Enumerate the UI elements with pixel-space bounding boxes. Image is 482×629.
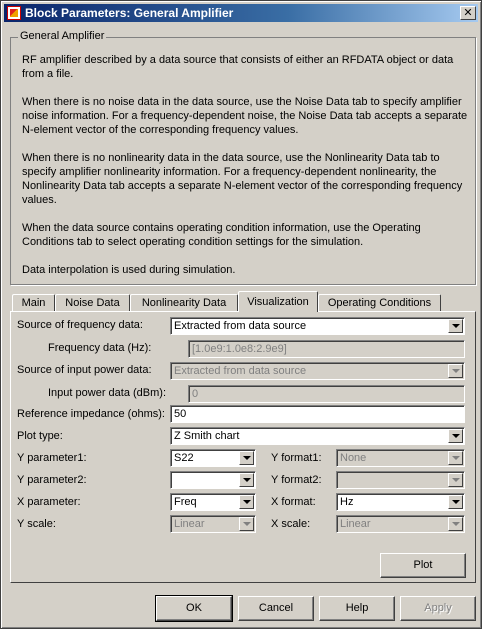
chevron-down-icon[interactable]	[239, 495, 254, 509]
desc-paragraph: When there is no noise data in the data source, use the Noise Data tab to specify amplifier noise information. For a frequency-dependent noise, the Noise Data tab accepts a separate N-element vector of the corresponding frequency values.	[22, 96, 468, 136]
description-group	[10, 30, 476, 285]
source-frequency-label: Source of frequency data:	[17, 319, 143, 331]
reference-impedance-label: Reference impedance (ohms):	[17, 408, 165, 420]
x-format-select[interactable]	[336, 493, 465, 511]
x-parameter-value: Freq	[174, 496, 197, 508]
chevron-down-icon[interactable]	[239, 473, 254, 487]
source-power-select	[170, 362, 465, 380]
cancel-button[interactable]: Cancel	[238, 596, 314, 621]
source-frequency-select[interactable]	[170, 317, 465, 335]
chevron-down-icon	[448, 451, 463, 465]
y-scale-value: Linear	[174, 518, 205, 530]
chevron-down-icon[interactable]	[448, 495, 463, 509]
chevron-down-icon	[448, 364, 463, 378]
desc-paragraph: Data interpolation is used during simulation.	[22, 264, 236, 276]
y-format2-label: Y format2:	[271, 474, 322, 486]
tab-nonlinearity-data[interactable]: Nonlinearity Data	[130, 294, 238, 311]
plot-type-select[interactable]	[170, 427, 465, 445]
plot-button[interactable]: Plot	[380, 553, 466, 578]
x-scale-select	[336, 515, 465, 533]
input-power-label: Input power data (dBm):	[48, 387, 167, 399]
source-frequency-value: Extracted from data source	[174, 320, 307, 332]
help-button[interactable]: Help	[319, 596, 395, 621]
tab-visualization[interactable]: Visualization	[238, 291, 318, 312]
window-title: Block Parameters: General Amplifier	[25, 6, 234, 20]
frequency-data-field: [1.0e9:1.0e8:2.9e9]	[188, 340, 465, 358]
input-power-field: 0	[188, 385, 465, 403]
x-format-value: Hz	[340, 496, 354, 508]
simulink-block-icon	[7, 6, 21, 20]
plot-type-value: Z Smith chart	[174, 430, 240, 442]
y-parameter2-label: Y parameter2:	[17, 474, 87, 486]
ok-button[interactable]: OK	[156, 596, 232, 621]
desc-paragraph: When the data source contains operating condition information, use the Operating Conditions tab to select operating condition settings for the simulation.	[22, 222, 421, 248]
reference-impedance-input[interactable]: 50	[170, 405, 465, 423]
chevron-down-icon	[448, 517, 463, 531]
title-bar[interactable]	[4, 4, 478, 22]
chevron-down-icon	[239, 517, 254, 531]
y-parameter1-select[interactable]	[170, 449, 256, 467]
source-power-label: Source of input power data:	[17, 364, 152, 376]
y-parameter2-select[interactable]	[170, 471, 256, 489]
chevron-down-icon	[448, 473, 463, 487]
x-format-label: X format:	[271, 496, 316, 508]
y-format2-select	[336, 471, 465, 489]
tab-operating-conditions[interactable]: Operating Conditions	[318, 294, 441, 311]
x-scale-value: Linear	[340, 518, 371, 530]
chevron-down-icon[interactable]	[448, 429, 463, 443]
tab-main[interactable]: Main	[12, 294, 55, 311]
frequency-data-label: Frequency data (Hz):	[48, 342, 152, 354]
x-scale-label: X scale:	[271, 518, 311, 530]
y-parameter1-label: Y parameter1:	[17, 452, 87, 464]
chevron-down-icon[interactable]	[448, 319, 463, 333]
close-icon: ✕	[463, 6, 473, 19]
y-scale-select	[170, 515, 256, 533]
y-scale-label: Y scale:	[17, 518, 56, 530]
source-power-value: Extracted from data source	[174, 365, 307, 377]
tab-noise-data[interactable]: Noise Data	[55, 294, 130, 311]
desc-paragraph: RF amplifier described by a data source that consists of either an RFDATA object or data from a file.	[22, 54, 454, 80]
y-format1-value: None	[340, 452, 367, 464]
x-parameter-select[interactable]	[170, 493, 256, 511]
group-legend: General Amplifier	[20, 30, 105, 42]
desc-paragraph: When there is no nonlinearity data in the data source, use the Nonlinearity Data tab to specify amplifier nonlinearity information. For a frequency-dependent nonlinearity, the Nonlinearity Data tab accepts a separate N-element vector of the corresponding frequency values.	[22, 152, 463, 206]
y-parameter1-value: S22	[174, 452, 194, 464]
x-parameter-label: X parameter:	[17, 496, 81, 508]
chevron-down-icon[interactable]	[239, 451, 254, 465]
apply-button: Apply	[400, 596, 476, 621]
y-format1-label: Y format1:	[271, 452, 322, 464]
y-format1-select	[336, 449, 465, 467]
close-button[interactable]	[460, 6, 476, 20]
plot-type-label: Plot type:	[17, 430, 63, 442]
